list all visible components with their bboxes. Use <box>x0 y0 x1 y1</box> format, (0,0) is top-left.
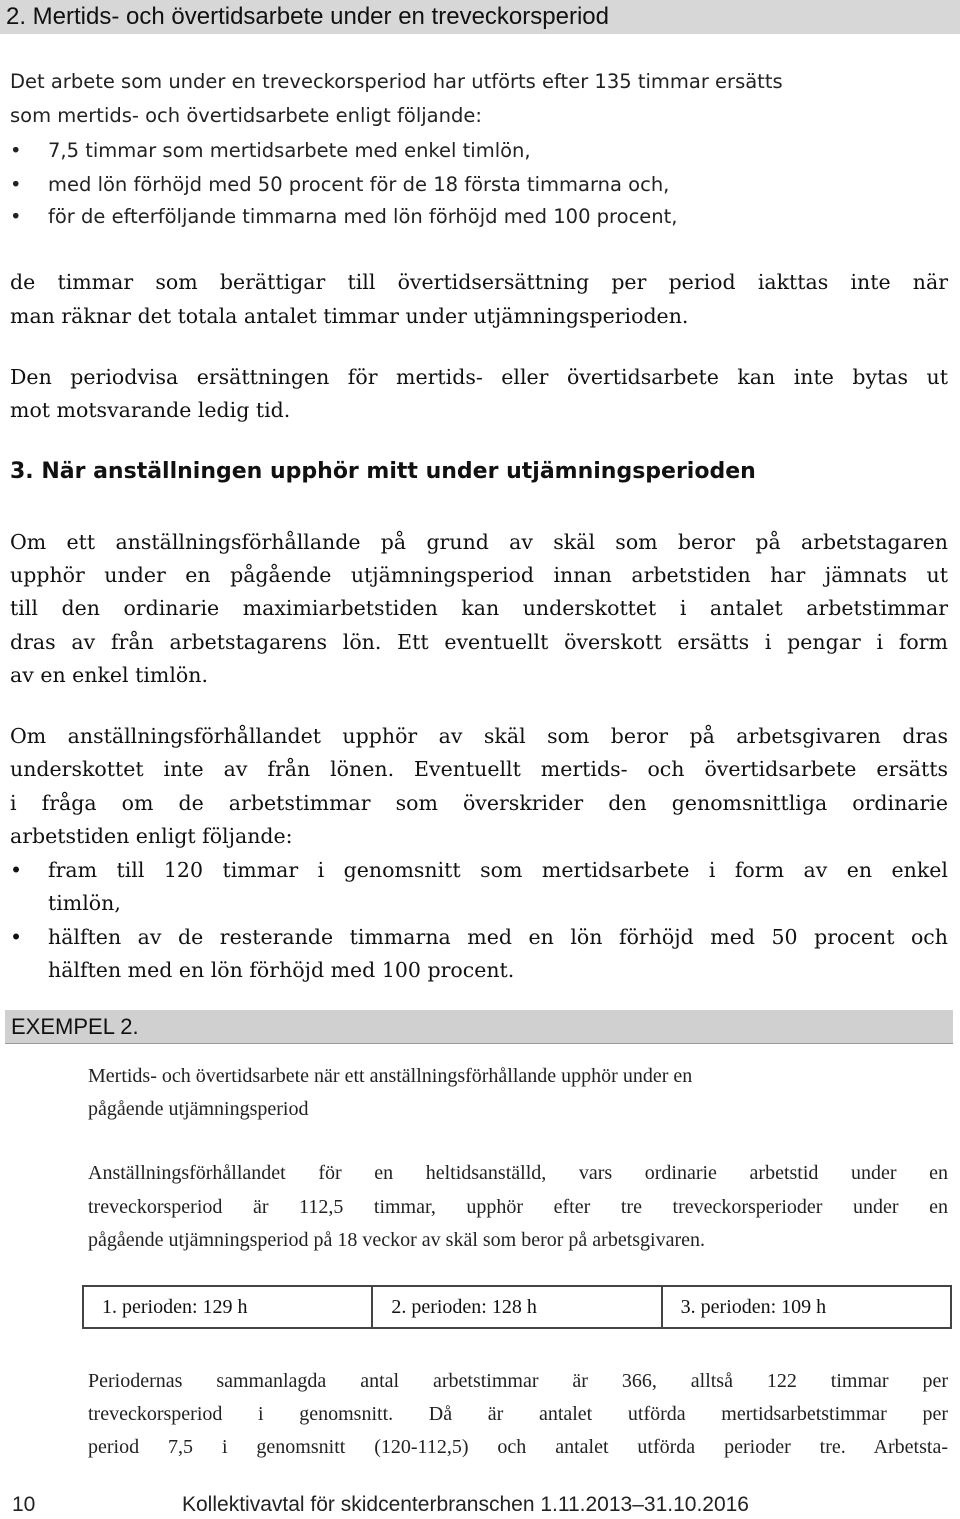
page-number: 10 <box>12 1493 36 1516</box>
bullet-marker: • <box>10 173 22 196</box>
paragraph-line: mot motsvarande ledig tid. <box>10 398 291 422</box>
summary-line: Periodernas sammanlagda antal arbetstimmar är 366, alltså 122 timmar per <box>88 1370 948 1392</box>
bullet-item: med lön förhöjd med 50 procent för de 18 första timmarna och, <box>48 173 670 196</box>
intro-line: Det arbete som under en treveckorsperiod har utförts efter 135 timmar ersätts <box>10 70 783 93</box>
example-desc-line: treveckorsperiod är 112,5 timmar, upphör efter tre treveckorsperioder under en <box>88 1196 948 1218</box>
paragraph-line: de timmar som berättigar till övertidsersättning per period iakttas inte när <box>10 270 948 294</box>
paragraph-line: upphör under en pågående utjämningsperiod innan arbetstiden har jämnats ut <box>10 563 948 587</box>
bullet-item: fram till 120 timmar i genomsnitt som mertidsarbete i form av en enkel <box>48 858 948 882</box>
bullet-item: hälften av de resterande timmarna med en lön förhöjd med 50 procent och <box>48 925 948 949</box>
period-cell: 3. perioden: 109 h <box>680 1296 827 1318</box>
bullet-marker: • <box>10 139 22 162</box>
paragraph-line: dras av från arbetstagarens lön. Ett eventuellt överskott ersätts i pengar i form <box>10 630 948 654</box>
footer-text: Kollektivavtal för skidcenterbranschen 1.11.2013–31.10.2016 <box>182 1493 749 1516</box>
paragraph-line: arbetstiden enligt följande: <box>10 824 293 848</box>
example-desc-line: Anställningsförhållandet för en heltidsanställd, vars ordinarie arbetstid under en <box>88 1162 948 1184</box>
example-label: EXEMPEL 2. <box>5 1010 953 1044</box>
bullet-item: för de efterföljande timmarna med lön förhöjd med 100 procent, <box>48 205 678 228</box>
bullet-marker: • <box>10 205 22 228</box>
period-cell: 1. perioden: 129 h <box>84 1287 373 1327</box>
paragraph-line: till den ordinarie maximiarbetstiden kan underskottet i antalet arbetstimmar <box>10 596 948 620</box>
bullet-marker: • <box>10 858 23 882</box>
paragraph-line: Om anställningsförhållandet upphör av skäl som beror på arbetsgivaren dras <box>10 724 948 748</box>
example-desc-line: pågående utjämningsperiod på 18 veckor av skäl som beror på arbetsgivaren. <box>88 1229 706 1251</box>
bullet-item-continued: timlön, <box>48 891 121 915</box>
paragraph-line: Om ett anställningsförhållande på grund av skäl som beror på arbetstagaren <box>10 530 948 554</box>
section-3-title: 3. När anställningen upphör mitt under utjämningsperioden <box>10 459 756 484</box>
paragraph-line: av en enkel timlön. <box>10 663 208 687</box>
bullet-marker: • <box>10 925 23 949</box>
period-cell: 2. perioden: 128 h <box>373 1287 662 1327</box>
period-table <box>82 1285 952 1329</box>
paragraph-line: man räknar det totala antalet timmar under utjämningsperioden. <box>10 304 689 328</box>
section-2-title: 2. Mertids- och övertidsarbete under en treveckorsperiod <box>0 0 960 34</box>
paragraph-line: Den periodvisa ersättningen för mertids- eller övertidsarbete kan inte bytas ut <box>10 365 948 389</box>
example-heading-line: Mertids- och övertidsarbete när ett anställningsförhållande upphör under en <box>88 1065 693 1087</box>
summary-line: treveckorsperiod i genomsnitt. Då är antalet utförda mertidsarbetstimmar per <box>88 1403 948 1425</box>
paragraph-line: underskottet inte av från lönen. Eventuellt mertids- och övertidsarbete ersätts <box>10 757 948 781</box>
example-heading-line: pågående utjämningsperiod <box>88 1098 309 1120</box>
bullet-item: 7,5 timmar som mertidsarbete med enkel timlön, <box>48 139 531 162</box>
intro-line: som mertids- och övertidsarbete enligt följande: <box>10 104 482 127</box>
summary-line: period 7,5 i genomsnitt (120-112,5) och antalet utförda perioder tre. Arbetsta- <box>88 1436 948 1458</box>
bullet-item-continued: hälften med en lön förhöjd med 100 procent. <box>48 958 515 982</box>
paragraph-line: i fråga om de arbetstimmar som överskrider den genomsnittliga ordinarie <box>10 791 948 815</box>
